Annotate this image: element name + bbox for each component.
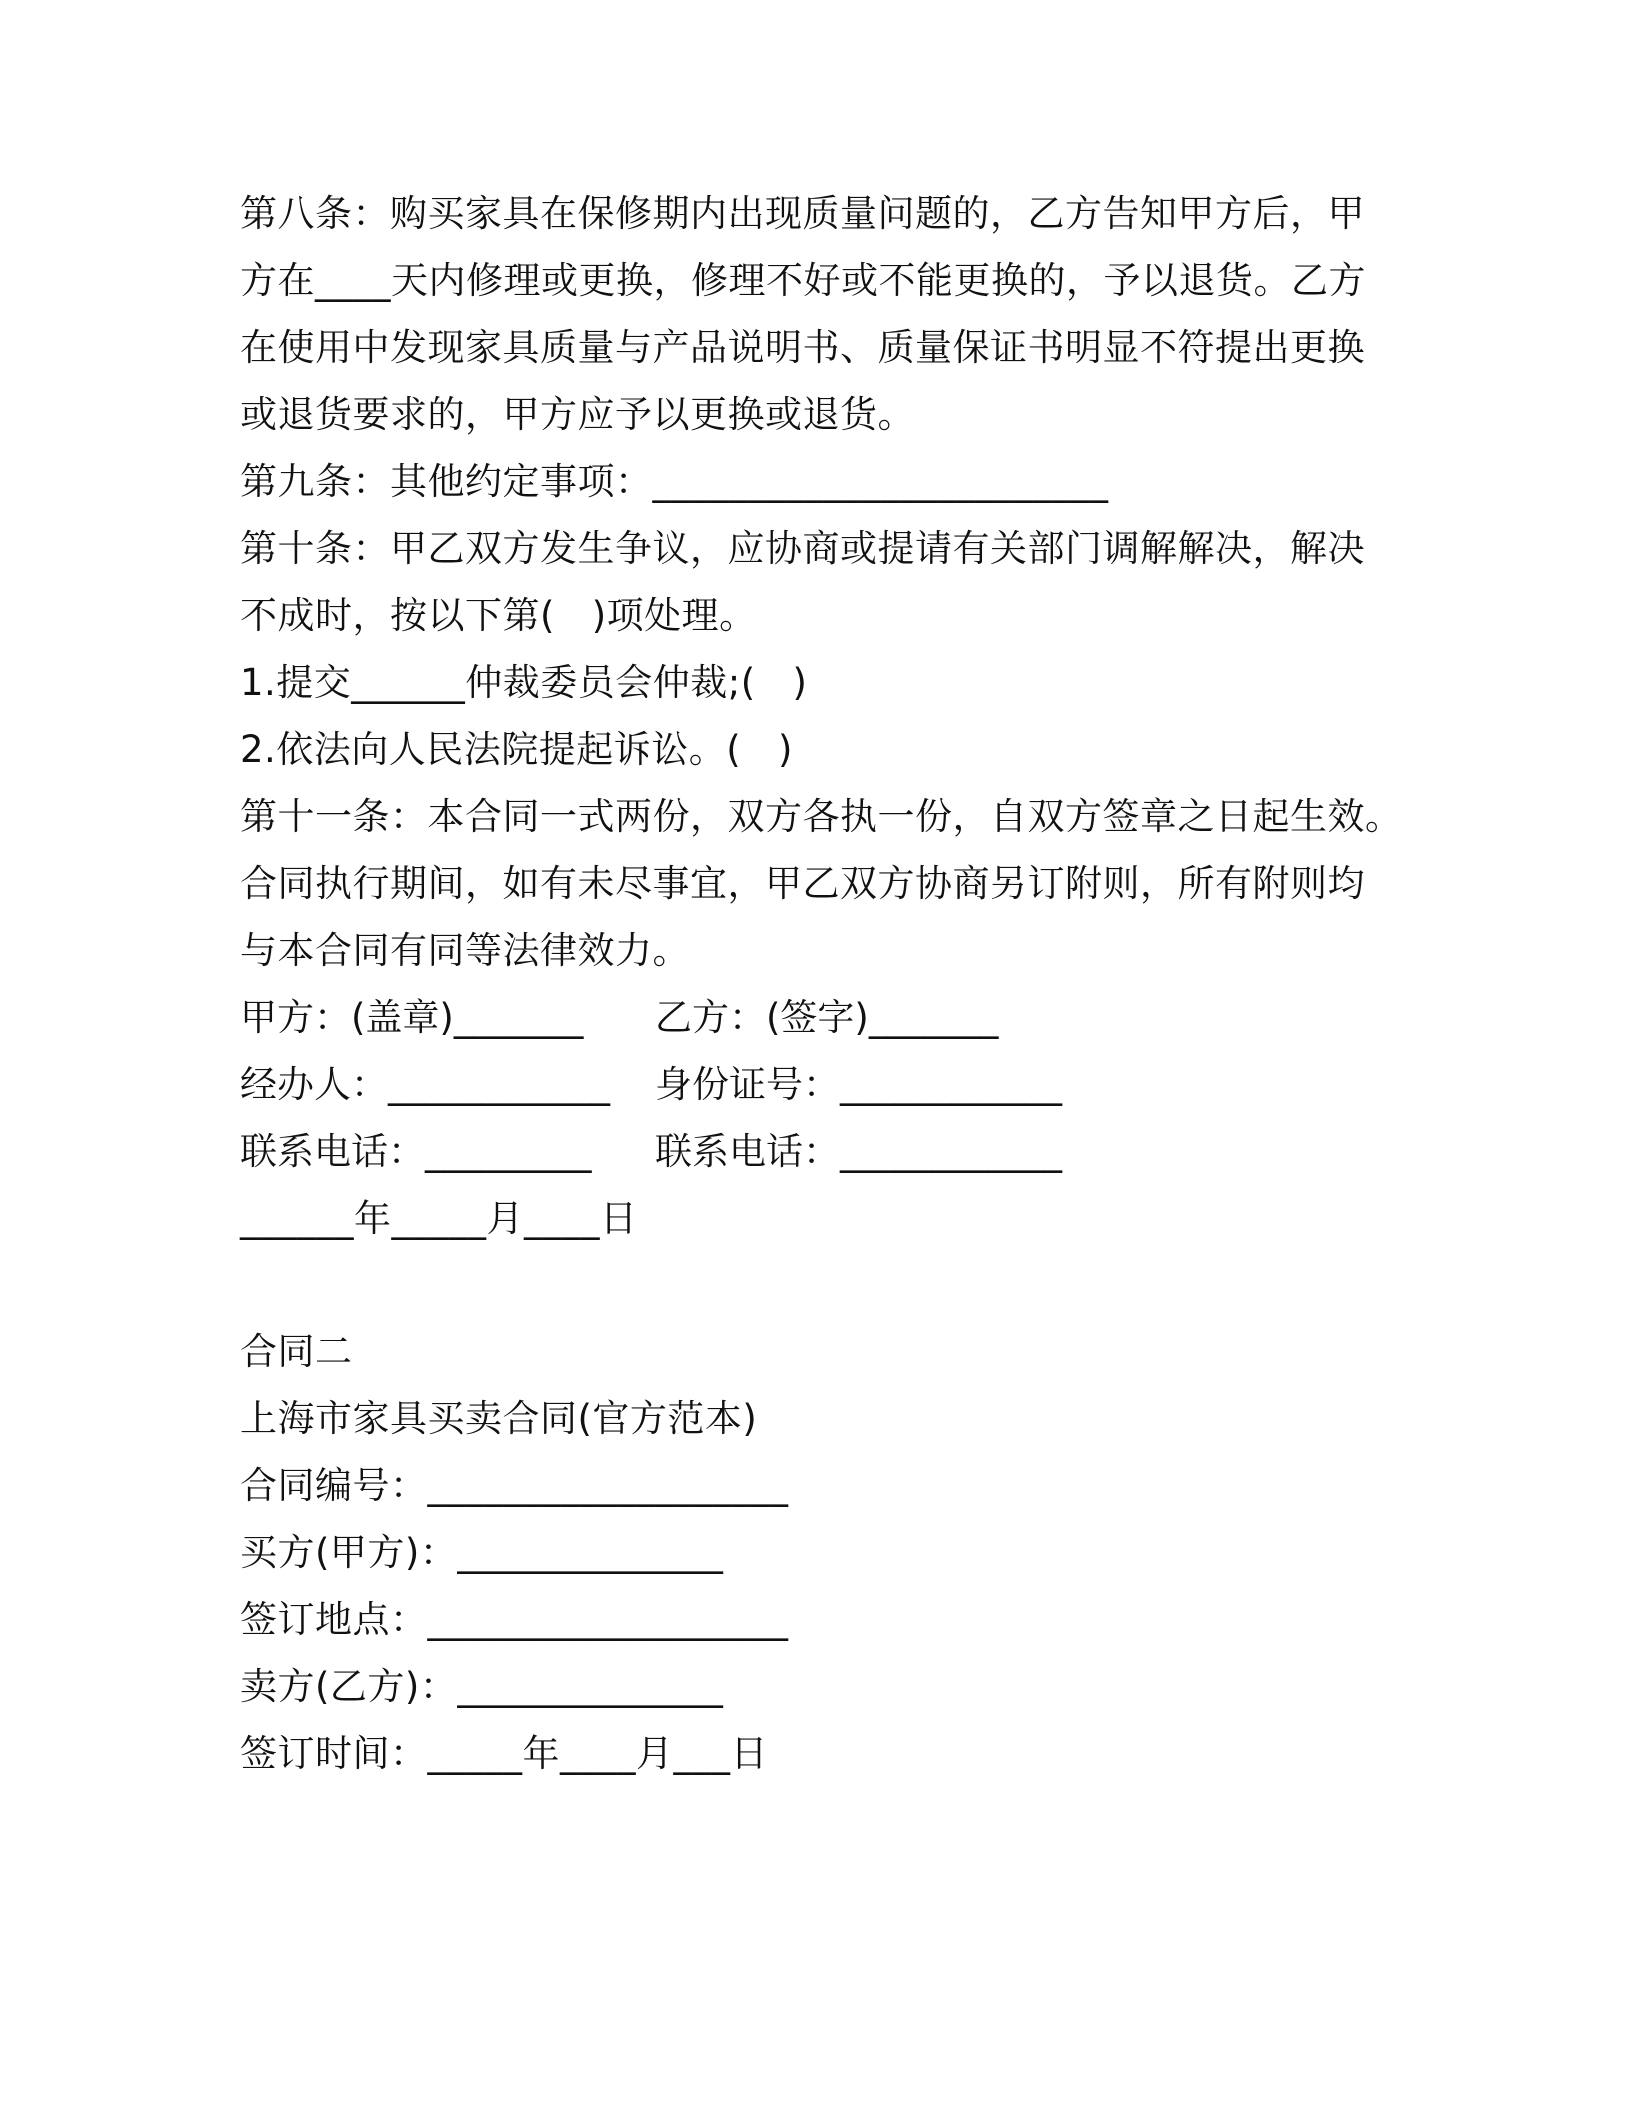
article-10-option-1: 1.提交______仲裁委员会仲裁;( ) [240,661,808,704]
contract-number-field: 合同编号：___________________ [240,1464,789,1507]
signature-date: ______年_____月____日 [240,1197,638,1240]
article-11-line-3: 与本合同有同等法律效力。 [240,929,690,972]
buyer-field: 买方(甲方)：______________ [240,1531,724,1574]
article-11-line-1: 第十一条：本合同一式两份，双方各执一份，自双方签章之日起生效。 [240,795,1403,838]
article-8-line-3: 在使用中发现家具质量与产品说明书、质量保证书明显不符提出更换 [240,326,1365,369]
document-page [240,180,1403,1787]
signature-row-3 [240,1118,1390,1185]
article-10-option-2: 2.依法向人民法院提起诉讼。( ) [240,728,793,771]
signature-block [240,984,1390,1252]
party-a-seal-field: 甲方：(盖章)_______ [240,996,584,1039]
seller-field: 卖方(乙方)：______________ [240,1665,724,1708]
contract-2 [240,1318,1390,1787]
article-10-line-2: 不成时，按以下第( )项处理。 [240,594,757,637]
article-8-line-4: 或退货要求的，甲方应予以更换或退货。 [240,393,915,436]
contract-2-heading: 合同二 [240,1330,353,1373]
party-b-sign-field: 乙方：(签字)_______ [655,996,999,1039]
article-8-line-2: 方在____天内修理或更换，修理不好或不能更换的，予以退货。乙方 [240,259,1366,302]
sign-place-field: 签订地点：___________________ [240,1598,789,1641]
signature-row-1 [240,984,1390,1051]
phone-b-field: 联系电话：____________ [655,1130,1062,1173]
article-11-line-2: 合同执行期间，如有未尽事宜，甲乙双方协商另订附则，所有附则均 [240,862,1365,905]
id-number-field: 身份证号：____________ [655,1063,1062,1106]
article-8-line-1: 第八条：购买家具在保修期内出现质量问题的，乙方告知甲方后，甲 [240,192,1365,235]
agent-field: 经办人：____________ [240,1063,610,1106]
article-11 [240,783,1403,984]
contract-2-title: 上海市家具买卖合同(官方范本) [240,1397,758,1440]
article-10-line-1: 第十条：甲乙双方发生争议，应协商或提请有关部门调解解决，解决 [240,527,1365,570]
article-8 [240,180,1390,448]
section-spacer [240,1252,1390,1318]
article-10 [240,515,1390,783]
sign-time-field: 签订时间：_____年____月___日 [240,1732,768,1775]
article-9: 第九条：其他约定事项：________________________ [240,460,1109,503]
signature-row-2 [240,1051,1390,1118]
phone-a-field: 联系电话：_________ [240,1130,592,1173]
